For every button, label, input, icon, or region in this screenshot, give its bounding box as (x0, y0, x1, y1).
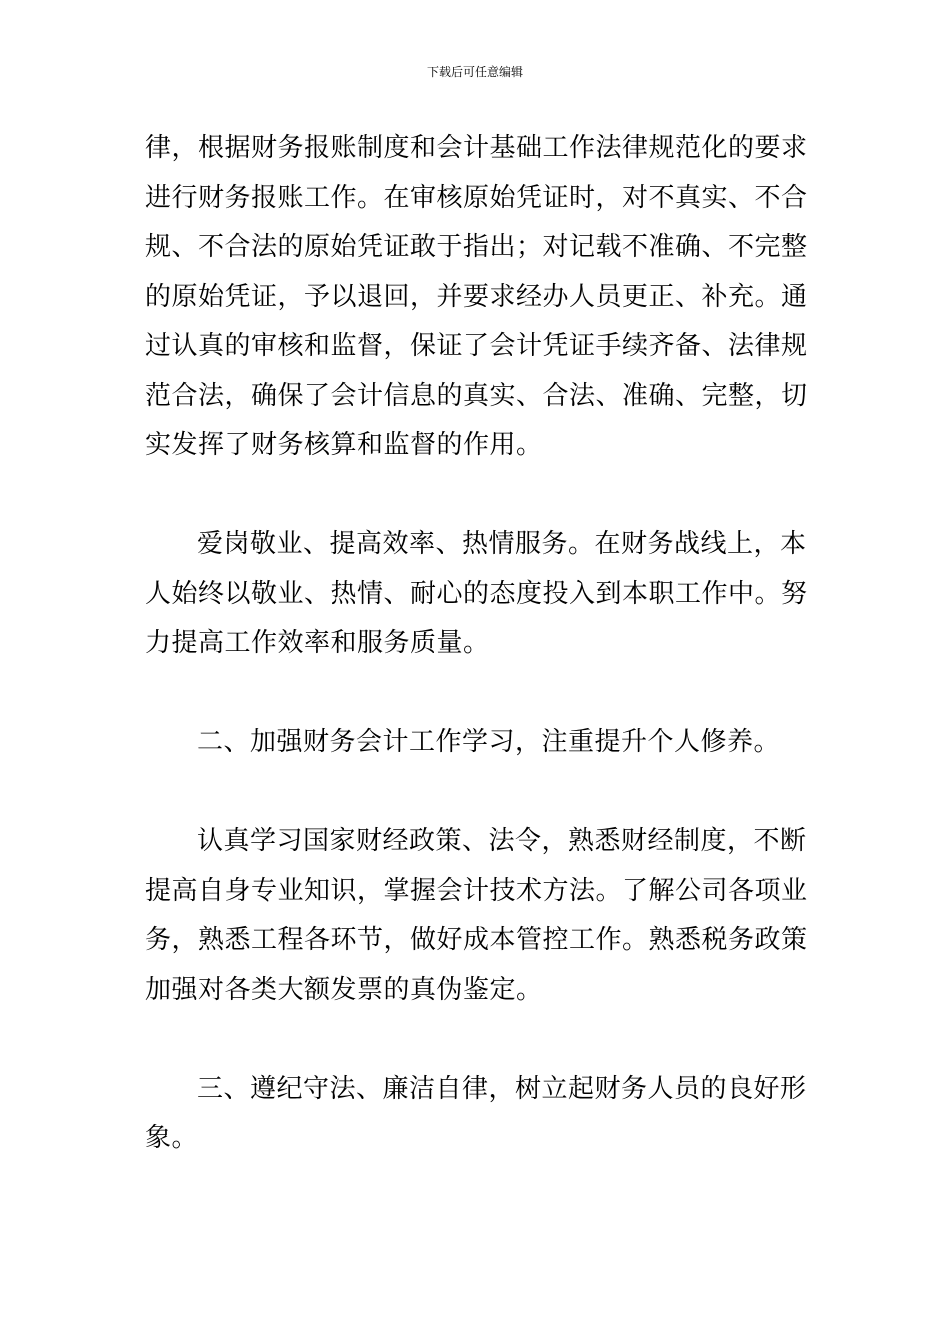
text-line: 规、不合法的原始凭证敢于指出；对记载不准确、不完整 (145, 232, 808, 262)
paragraph-1 (145, 124, 807, 471)
paragraph-2 (145, 520, 807, 669)
paragraph-gap (145, 768, 807, 818)
page-header: 下载后可任意编辑 (426, 65, 523, 79)
text-line: 提高自身专业知识，掌握会计技术方法。了解公司各项业 (145, 875, 808, 906)
text-line: 爱岗敬业、提高效率、热情服务。在财务战线上，本 (197, 529, 807, 559)
document-body (145, 124, 807, 1164)
paragraph-gap (145, 669, 807, 719)
text-line: 人始终以敬业、热情、耐心的态度投入到本职工作中。努 (145, 578, 808, 609)
text-line: 过认真的审核和监督，保证了会计凭证手续齐备、法律规 (145, 331, 808, 361)
text-line: 象。 (145, 1123, 199, 1153)
text-line: 律，根据财务报账制度和会计基础工作法律规范化的要求 (145, 133, 808, 163)
text-line: 三、遵纪守法、廉洁自律，树立起财务人员的良好形 (197, 1073, 807, 1104)
text-line: 二、加强财务会计工作学习，注重提升个人修养。 (197, 727, 781, 757)
text-line: 进行财务报账工作。在审核原始凭证时，对不真实、不合 (145, 182, 808, 213)
text-line: 加强对各类大额发票的真伪鉴定。 (145, 974, 543, 1005)
section-heading-2 (145, 718, 807, 768)
text-line: 认真学习国家财经政策、法令，熟悉财经制度，不断 (197, 826, 807, 856)
paragraph-3 (145, 817, 807, 1015)
text-line: 范合法，确保了会计信息的真实、合法、准确、完整，切 (145, 380, 808, 411)
section-heading-3 (145, 1065, 807, 1164)
text-line: 的原始凭证，予以退回，并要求经办人员更正、补充。通 (145, 281, 808, 312)
paragraph-gap (145, 1015, 807, 1065)
text-line: 实发挥了财务核算和监督的作用。 (145, 430, 543, 460)
text-line: 务，熟悉工程各环节，做好成本管控工作。熟悉税务政策 (145, 925, 808, 955)
paragraph-gap (145, 471, 807, 521)
text-line: 力提高工作效率和服务质量。 (145, 628, 490, 658)
